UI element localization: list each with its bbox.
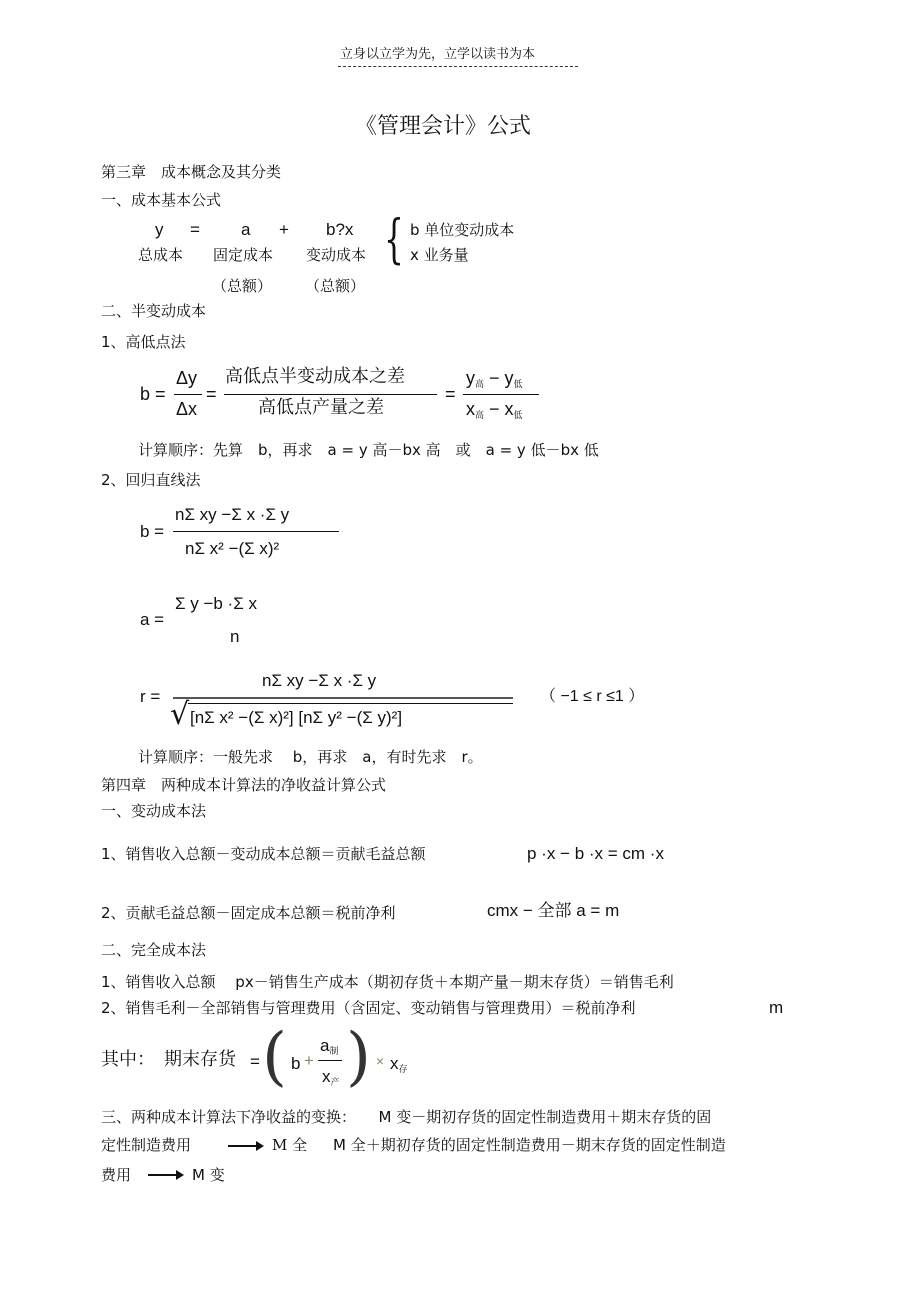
x-symbol: x xyxy=(390,1054,399,1073)
hl-dy: Δy xyxy=(176,368,198,388)
def-x: x 业务量 xyxy=(410,246,469,264)
right-paren-icon: ) xyxy=(346,1020,371,1094)
variable-item-1-formula: p ·x − b ·x = cm ·x xyxy=(527,844,664,863)
hl-num-text: 高低点半变动成本之差 xyxy=(225,366,405,387)
conversion-line-1: 三、两种成本计算法下净收益的变换： M 变－期初存货的固定性制造费用＋期末存货的固 xyxy=(101,1108,712,1126)
hl-den-text: 高低点产量之差 xyxy=(258,397,384,418)
var-bx: b?x xyxy=(326,220,354,239)
hl-den xyxy=(466,400,523,424)
motto-text: 立身以立学为先，立学以读书为本 xyxy=(340,47,536,62)
arrow-right-icon xyxy=(148,1174,178,1176)
inventory-a xyxy=(320,1037,338,1060)
sqrt-icon: √ xyxy=(170,697,190,732)
absorption-item-2-m: m xyxy=(769,998,784,1017)
hl-eq1: = xyxy=(206,384,217,404)
absorption-item-2: 2、销售毛利－全部销售与管理费用（含固定、变动销售与管理费用）＝税前净利 xyxy=(101,999,636,1017)
label-total-cost: 总成本 xyxy=(138,246,184,264)
page-title: 《管理会计》公式 xyxy=(355,114,532,139)
inventory-x xyxy=(322,1068,340,1091)
reg-calc-order: 计算顺序：一般先求 b，再求 a，有时先求 r。 xyxy=(138,748,483,766)
reg-b-num: nΣ xy −Σ x ·Σ y xyxy=(175,505,290,524)
method-high-low: 1、高低点法 xyxy=(101,333,186,351)
absorption-item-1: 1、销售收入总额 px－销售生产成本（期初存货＋本期产量－期末存货）＝销售毛利 xyxy=(101,973,674,991)
sqrt-bar xyxy=(188,703,513,704)
motto-underline xyxy=(338,66,578,67)
x-symbol: x xyxy=(466,399,475,419)
var-a: a xyxy=(241,220,251,239)
hl-eq2: = xyxy=(445,384,456,404)
fraction-bar xyxy=(173,531,339,532)
equals: = xyxy=(190,220,200,239)
arrow-right-icon xyxy=(228,1145,258,1147)
reg-b-lhs: b = xyxy=(140,522,165,541)
subscript-high: 高 xyxy=(475,410,485,420)
method-regression: 2、回归直线法 xyxy=(101,471,201,489)
fraction-bar xyxy=(173,697,513,699)
minus-x: − x xyxy=(484,399,514,419)
subscript-manufacturing: 制 xyxy=(329,1046,339,1056)
inventory-times: × xyxy=(376,1053,385,1069)
def-b: b 单位变动成本 xyxy=(410,221,515,239)
chapter-3-heading: 第三章 成本概念及其分类 xyxy=(101,163,282,181)
inventory-xc xyxy=(390,1055,408,1078)
x-symbol: x xyxy=(322,1067,331,1086)
hl-b: b = xyxy=(140,384,166,404)
reg-r-num: nΣ xy −Σ x ·Σ y xyxy=(262,671,377,690)
variable-item-2-formula: cmx − 全部 a = m xyxy=(487,901,620,920)
var-y: y xyxy=(155,220,164,239)
section-basic-formula: 一、成本基本公式 xyxy=(101,191,222,209)
plus: + xyxy=(279,220,289,239)
variable-item-1: 1、销售收入总额－变动成本总额＝贡献毛益总额 xyxy=(101,845,426,863)
inventory-plus: + xyxy=(304,1051,314,1070)
chapter-4-heading: 第四章 两种成本计算法的净收益计算公式 xyxy=(101,776,387,794)
reg-a-num: Σ y −b ·Σ x xyxy=(175,594,257,613)
reg-a-den: n xyxy=(230,627,240,646)
a-symbol: a xyxy=(320,1036,330,1055)
y-symbol: y xyxy=(466,368,475,388)
reg-r-lhs: r = xyxy=(140,687,161,706)
label-amount-2: （总额） xyxy=(305,277,366,295)
hl-calc-order: 计算顺序：先算 b，再求 a = y 高－bx 高 或 a = y 低－bx 低 xyxy=(138,441,599,459)
reg-b-den: nΣ x² −(Σ x)² xyxy=(185,539,280,558)
conversion-line-2a: 定性制造费用 xyxy=(101,1136,192,1154)
reg-r-den: [nΣ x² −(Σ x)²] [nΣ y² −(Σ y)²] xyxy=(190,708,403,727)
fraction-bar xyxy=(224,394,437,395)
inventory-b: b xyxy=(291,1054,301,1073)
conversion-line-3a: 费用 xyxy=(101,1166,132,1184)
left-paren-icon: ( xyxy=(262,1020,287,1094)
section-absorption-costing: 二、完全成本法 xyxy=(101,941,207,959)
brace-icon: { xyxy=(384,210,404,270)
fraction-bar xyxy=(318,1060,342,1061)
reg-a-lhs: a = xyxy=(140,610,165,629)
fraction-bar xyxy=(174,394,202,395)
hl-num xyxy=(466,369,523,393)
label-amount-1: （总额） xyxy=(212,277,273,295)
subscript-high: 高 xyxy=(475,379,485,389)
conversion-line-2c: M 全＋期初存货的固定性制造费用－期末存货的固定性制造 xyxy=(333,1136,726,1154)
inventory-eq: = xyxy=(250,1052,260,1071)
conversion-line-2b: M 全 xyxy=(272,1136,308,1154)
subscript-production: 产 xyxy=(330,1077,340,1087)
variable-item-2: 2、贡献毛益总额－固定成本总额＝税前净利 xyxy=(101,904,396,922)
conversion-line-3b: M 变 xyxy=(192,1166,225,1184)
inventory-label: 其中： 期末存货 xyxy=(101,1049,236,1070)
section-variable-costing: 一、变动成本法 xyxy=(101,802,207,820)
minus-y: − y xyxy=(484,368,514,388)
fraction-bar xyxy=(463,394,539,395)
reg-r-range: （ −1 ≤ r ≤1 ） xyxy=(540,688,645,705)
subscript-stock: 存 xyxy=(398,1064,408,1074)
hl-dx: Δx xyxy=(176,399,198,419)
subscript-low: 低 xyxy=(513,379,523,389)
section-semi-variable: 二、半变动成本 xyxy=(101,302,207,320)
label-fixed-cost: 固定成本 xyxy=(213,246,274,264)
subscript-low: 低 xyxy=(513,410,523,420)
label-variable-cost: 变动成本 xyxy=(306,246,367,264)
